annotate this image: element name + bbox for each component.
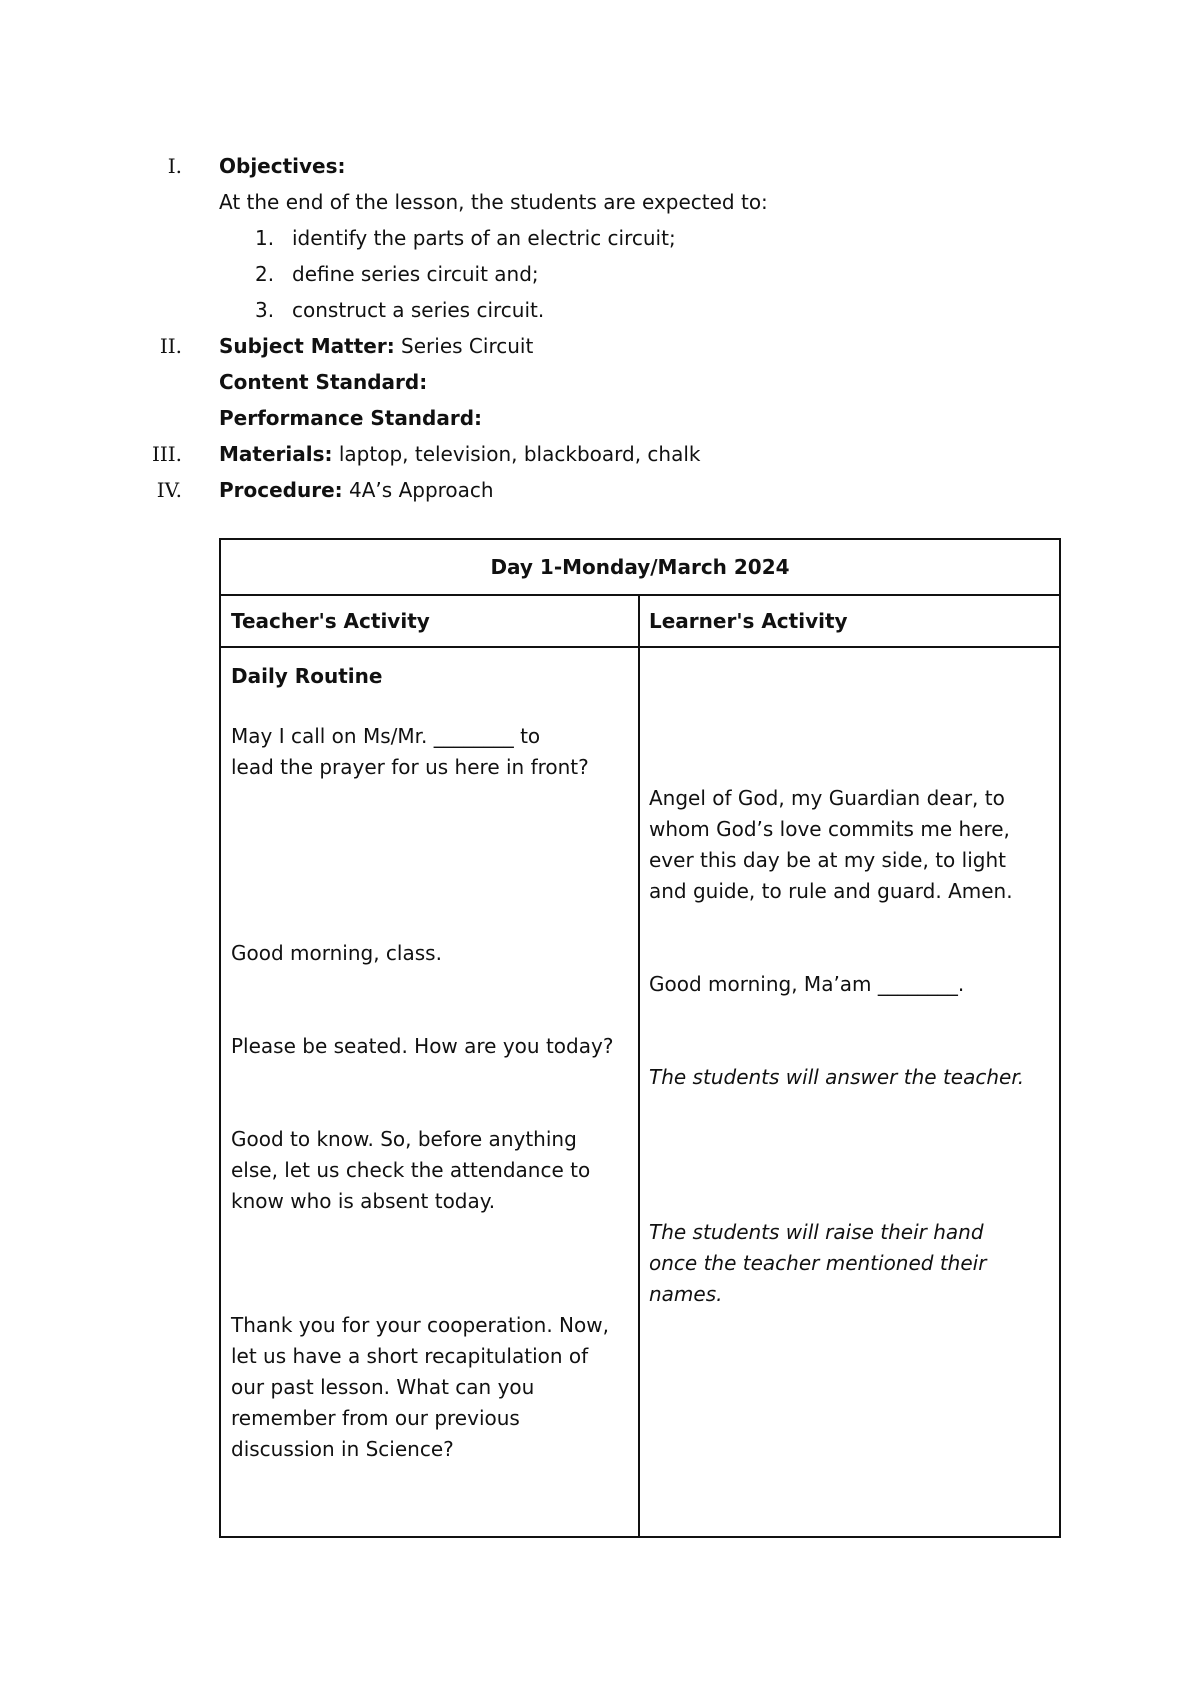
objective-item: [0, 292, 1200, 328]
objectives-intro-row: [0, 184, 1200, 220]
text-line: Good to know. So, before anything: [231, 1127, 577, 1151]
text-line: whom God’s love commits me here,: [649, 817, 1010, 841]
text-line: Good morning, Ma’am ________.: [649, 972, 965, 996]
objectives-label: Objectives:: [219, 154, 346, 178]
text-line: let us have a short recapitulation of: [231, 1344, 589, 1368]
text-line: else, let us check the attendance to: [231, 1158, 591, 1182]
text-line: discussion in Science?: [231, 1437, 454, 1461]
learner-attendance-text: [649, 1217, 1049, 1310]
performance-standard-label: Performance Standard:: [219, 406, 483, 430]
objective-item: [0, 256, 1200, 292]
objective-number: 3.: [255, 298, 275, 322]
text-line: our past lesson. What can you: [231, 1375, 535, 1399]
text-line: May I call on Ms/Mr. ________ to: [231, 724, 541, 748]
table-title: Day 1-Monday/March 2024: [221, 540, 1059, 596]
roman-numeral: III.: [151, 442, 182, 466]
learner-answer-text: [649, 1062, 1049, 1093]
roman-numeral: I.: [167, 154, 182, 178]
performance-standard-row: [0, 400, 1200, 436]
text-line: remember from our previous: [231, 1406, 520, 1430]
content-standard-label: Content Standard:: [219, 370, 428, 394]
text-line: Angel of God, my Guardian dear, to: [649, 786, 1005, 810]
objective-text: identify the parts of an electric circuit;: [292, 226, 676, 250]
text-line: Please be seated. How are you today?: [231, 1034, 614, 1058]
objective-text: define series circuit and;: [292, 262, 539, 286]
objective-text: construct a series circuit.: [292, 298, 545, 322]
content-standard-row: [0, 364, 1200, 400]
subject-matter-row: [0, 328, 1200, 364]
teacher-attendance-text: [231, 1124, 626, 1217]
text-line: names.: [649, 1282, 723, 1306]
text-line: Good morning, class.: [231, 941, 442, 965]
procedure-label: Procedure:: [219, 478, 343, 502]
procedure: [219, 472, 494, 508]
subject-matter: [219, 328, 533, 364]
text-line: The students will answer the teacher.: [649, 1065, 1025, 1089]
text-line: ever this day be at my side, to light: [649, 848, 1006, 872]
text-line: lead the prayer for us here in front?: [231, 755, 589, 779]
teacher-activity-header: Teacher's Activity: [231, 609, 430, 633]
learner-activity-header: Learner's Activity: [649, 609, 848, 633]
materials-row: [0, 436, 1200, 472]
learner-greeting-text: [649, 969, 1049, 1000]
teacher-seated-text: [231, 1031, 626, 1062]
materials: [219, 436, 700, 472]
teacher-prayer-text: [231, 721, 626, 783]
learner-prayer-text: [649, 783, 1049, 907]
objective-item: [0, 220, 1200, 256]
subject-matter-value: Series Circuit: [394, 334, 534, 358]
teacher-greeting-text: [231, 938, 626, 969]
column-divider: [638, 594, 640, 1536]
lesson-plan-table: [219, 538, 1061, 1538]
table-header-row: [221, 596, 1059, 648]
text-line: The students will raise their hand: [649, 1220, 984, 1244]
daily-routine-heading: Daily Routine: [231, 664, 383, 688]
teacher-recap-text: [231, 1310, 626, 1465]
objective-number: 1.: [255, 226, 275, 250]
objective-number: 2.: [255, 262, 275, 286]
text-line: once the teacher mentioned their: [649, 1251, 987, 1275]
text-line: Thank you for your cooperation. Now,: [231, 1313, 609, 1337]
roman-numeral: IV.: [156, 478, 182, 502]
materials-value: laptop, television, blackboard, chalk: [332, 442, 701, 466]
subject-matter-label: Subject Matter:: [219, 334, 395, 358]
procedure-row: [0, 472, 1200, 508]
objectives-intro: At the end of the lesson, the students are expected to:: [219, 190, 768, 214]
objectives-row: [0, 148, 1200, 184]
lesson-outline: [0, 148, 1200, 508]
materials-label: Materials:: [219, 442, 333, 466]
text-line: know who is absent today.: [231, 1189, 496, 1213]
text-line: and guide, to rule and guard. Amen.: [649, 879, 1013, 903]
procedure-value: 4A’s Approach: [342, 478, 494, 502]
roman-numeral: II.: [159, 334, 182, 358]
